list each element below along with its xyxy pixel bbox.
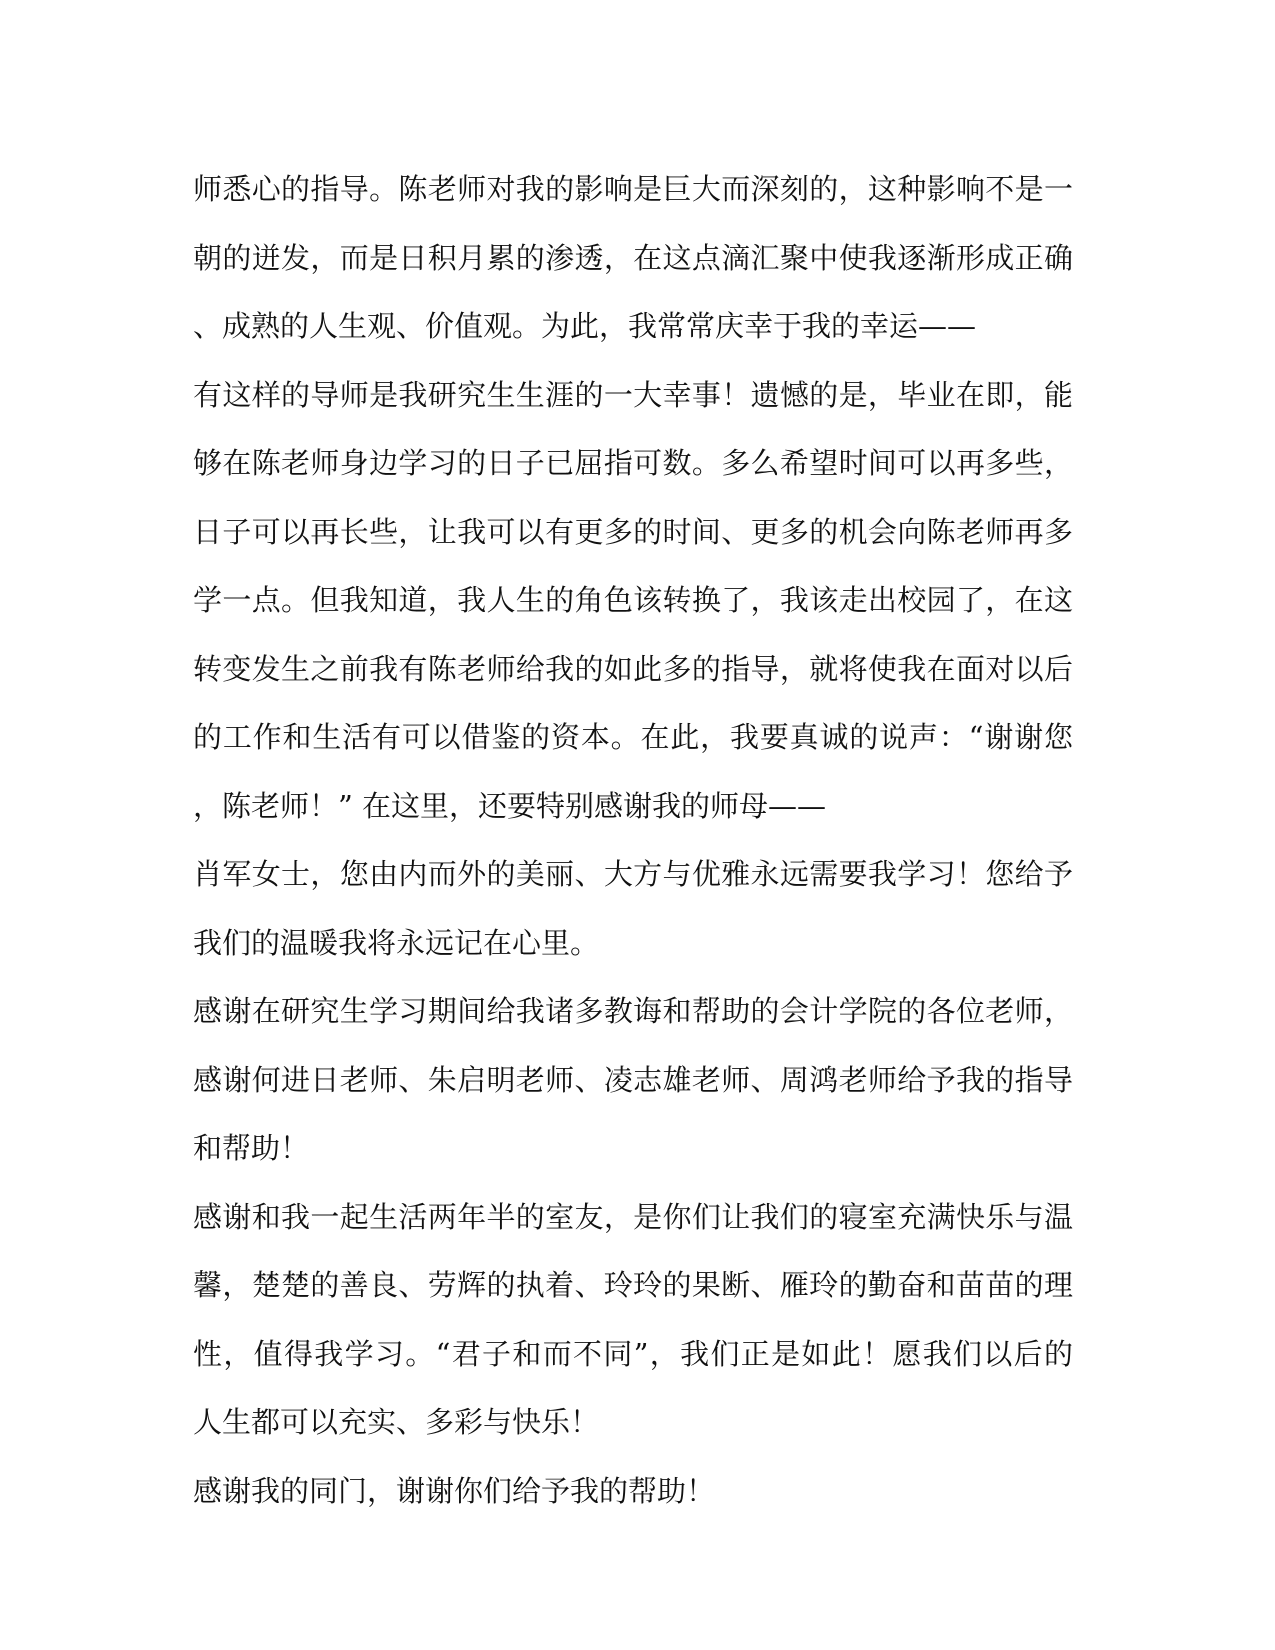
- text-line: 朝的迸发，而是日积月累的渗透，在这点滴汇聚中使我逐渐形成正确: [193, 240, 1073, 275]
- body-text: [193, 155, 1073, 1525]
- text-line: 馨，楚楚的善良、劳辉的执着、玲玲的果断、雁玲的勤奋和苗苗的理: [193, 1268, 1073, 1302]
- text-line: ，陈老师！” 在这里，还要特别感谢我的师母——: [193, 788, 827, 823]
- text-line: 的工作和生活有可以借鉴的资本。在此，我要真诚的说声：“谢谢您: [193, 720, 1073, 754]
- text-line: 日子可以再长些，让我可以有更多的时间、更多的机会向陈老师再多: [193, 514, 1073, 549]
- text-line: 肖军女士，您由内而外的美丽、大方与优雅永远需要我学习！您给予: [193, 857, 1073, 891]
- text-line: 性，值得我学习。“君子和而不同”，我们正是如此！愿我们以后的: [193, 1336, 1073, 1371]
- text-line: 够在陈老师身边学习的日子已屈指可数。多么希望时间可以再多些，: [193, 446, 1073, 480]
- text-line: 感谢何进日老师、朱启明老师、凌志雄老师、周鸿老师给予我的指导: [193, 1062, 1073, 1097]
- text-line: 感谢我的同门，谢谢你们给予我的帮助！: [193, 1473, 716, 1508]
- text-line: 人生都可以充实、多彩与快乐！: [193, 1405, 600, 1439]
- text-line: 有这样的导师是我研究生生涯的一大幸事！遗憾的是，毕业在即，能: [193, 377, 1073, 412]
- text-line: 师悉心的指导。陈老师对我的影响是巨大而深刻的，这种影响不是一: [193, 172, 1073, 206]
- text-line: 感谢在研究生学习期间给我诸多教诲和帮助的会计学院的各位老师，: [193, 994, 1073, 1028]
- text-line: 和帮助！: [193, 1131, 310, 1165]
- text-line: 转变发生之前我有陈老师给我的如此多的指导，就将使我在面对以后: [193, 651, 1073, 686]
- text-line: 我们的温暖我将永远记在心里。: [193, 925, 600, 960]
- text-line: 、成熟的人生观、价值观。为此，我常常庆幸于我的幸运——: [193, 309, 977, 343]
- text-line: 学一点。但我知道，我人生的角色该转换了，我该走出校园了，在这: [193, 583, 1073, 617]
- text-line: 感谢和我一起生活两年半的室友，是你们让我们的寝室充满快乐与温: [193, 1199, 1073, 1234]
